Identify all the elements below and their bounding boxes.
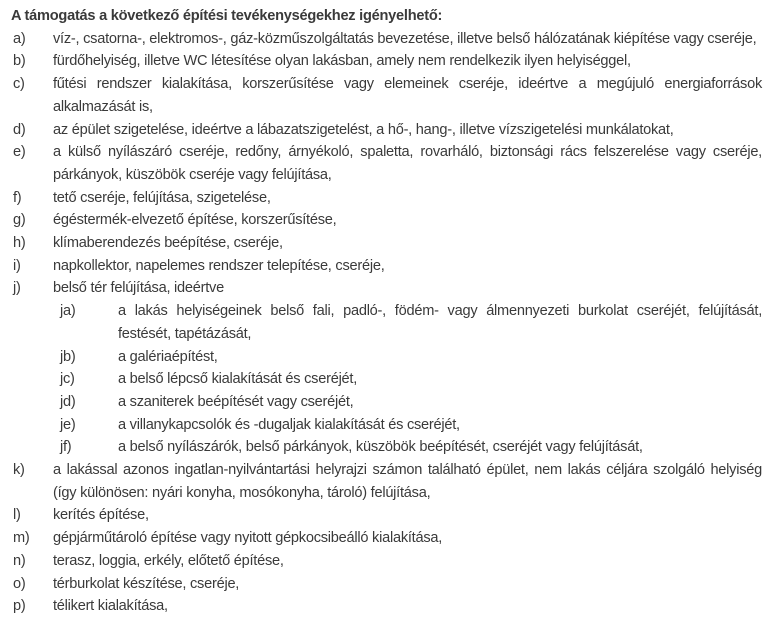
list-item-a bbox=[0, 28, 773, 51]
list-item-text: tető cseréje, felújítása, szigetelése, bbox=[53, 189, 271, 206]
list-item-label: jc) bbox=[60, 371, 75, 388]
list-item-label: m) bbox=[13, 530, 30, 547]
list-item-text: térburkolat készítése, cseréje, bbox=[53, 575, 240, 592]
list-item-text: télikert kialakítása, bbox=[53, 598, 168, 615]
list-item-label: c) bbox=[13, 76, 25, 93]
list-item-label: l) bbox=[13, 507, 21, 524]
list-item-j bbox=[0, 277, 773, 300]
list-item-je bbox=[0, 414, 773, 437]
list-item-n bbox=[0, 550, 773, 573]
list-item-jc bbox=[0, 368, 773, 391]
list-item-label: jd) bbox=[60, 393, 76, 410]
list-item-text: terasz, loggia, erkély, előtető építése, bbox=[53, 552, 284, 569]
list-item-text: kerítés építése, bbox=[53, 507, 149, 524]
document-title: A támogatás a következő építési tevékenységekhez igényelhető: bbox=[11, 8, 443, 24]
list-item-label: g) bbox=[13, 212, 26, 229]
list-item-text: klímaberendezés beépítése, cseréje, bbox=[53, 235, 283, 252]
list-item-e bbox=[0, 141, 773, 186]
list-item-jb bbox=[0, 346, 773, 369]
list-item-label: n) bbox=[13, 552, 26, 569]
list-item-label: o) bbox=[13, 575, 26, 592]
list-item-text: a lakással azonos ingatlan-nyilvántartási helyrajzi számon található épület, nem lakás céljára szolgáló helyiség (így különösen: nyári konyha, mosókonyha, tároló) felújítása, bbox=[53, 462, 762, 501]
list-item-label: a) bbox=[13, 30, 26, 47]
list-item-jf bbox=[0, 436, 773, 459]
list-item-text: a belső nyílászárók, belső párkányok, küszöbök beépítését, cseréjét vagy felújítását, bbox=[118, 439, 643, 456]
list-item-text: a villanykapcsolók és -dugaljak kialakítását és cseréjét, bbox=[118, 416, 460, 433]
list-item-g bbox=[0, 209, 773, 232]
list-item-label: k) bbox=[13, 462, 25, 479]
list-item-d bbox=[0, 119, 773, 142]
list-item-label: i) bbox=[13, 257, 21, 274]
list-item-p bbox=[0, 595, 773, 618]
list-item-c bbox=[0, 73, 773, 118]
list-item-text: fűtési rendszer kialakítása, korszerűsítése vagy elemeinek cseréje, ideértve a megújuló energiaforrások alkalmazását is, bbox=[53, 76, 762, 115]
list-item-label: jf) bbox=[60, 439, 72, 456]
list-item-text: a külső nyílászáró cseréje, redőny, árnyékoló, spaletta, rovarháló, biztonsági rács felszerelése vagy cseréje, párkányok, küszöbök cseréje vagy felújítása, bbox=[53, 144, 762, 183]
list-item-label: b) bbox=[13, 53, 26, 70]
list-item-text: gépjárműtároló építése vagy nyitott gépkocsibeálló kialakítása, bbox=[53, 530, 443, 547]
list-item-label: h) bbox=[13, 235, 26, 252]
list-item-text: belső tér felújítása, ideértve bbox=[53, 280, 224, 297]
list-item-text: a lakás helyiségeinek belső fali, padló-, födém- vagy álmennyezeti burkolat cseréjét, felújítását, festését, tapétázását, bbox=[118, 303, 762, 342]
list-item-label: je) bbox=[60, 416, 76, 433]
list-item-jd bbox=[0, 391, 773, 414]
list-item-text: víz-, csatorna-, elektromos-, gáz-közműszolgáltatás bevezetése, illetve belső hálózatának kiépítése vagy cseréje, bbox=[53, 30, 757, 47]
list-item-b bbox=[0, 50, 773, 73]
list-item-h bbox=[0, 232, 773, 255]
list-item-f bbox=[0, 187, 773, 210]
list-item-label: ja) bbox=[60, 303, 76, 320]
list-item-label: e) bbox=[13, 144, 26, 161]
list-item-text: égéstermék-elvezető építése, korszerűsítése, bbox=[53, 212, 337, 229]
eligible-activities-list bbox=[0, 28, 773, 618]
list-item-m bbox=[0, 527, 773, 550]
list-item-text: fürdőhelyiség, illetve WC létesítése olyan lakásban, amely nem rendelkezik ilyen helyiséggel, bbox=[53, 53, 631, 70]
list-item-text: a szaniterek beépítését vagy cseréjét, bbox=[118, 393, 354, 410]
list-item-label: jb) bbox=[60, 348, 76, 365]
list-item-l bbox=[0, 504, 773, 527]
list-item-text: a galériaépítést, bbox=[118, 348, 218, 365]
list-item-label: f) bbox=[13, 189, 22, 206]
list-item-label: p) bbox=[13, 598, 26, 615]
list-item-k bbox=[0, 459, 773, 504]
list-item-i bbox=[0, 255, 773, 278]
list-item-text: az épület szigetelése, ideértve a lábazatszigetelést, a hő-, hang-, illetve vízszigetelési munkálatokat, bbox=[53, 121, 674, 138]
list-item-label: j) bbox=[13, 280, 21, 297]
list-item-label: d) bbox=[13, 121, 26, 138]
list-item-text: napkollektor, napelemes rendszer telepítése, cseréje, bbox=[53, 257, 385, 274]
list-item-o bbox=[0, 573, 773, 596]
list-item-ja bbox=[0, 300, 773, 345]
list-item-text: a belső lépcső kialakítását és cseréjét, bbox=[118, 371, 358, 388]
